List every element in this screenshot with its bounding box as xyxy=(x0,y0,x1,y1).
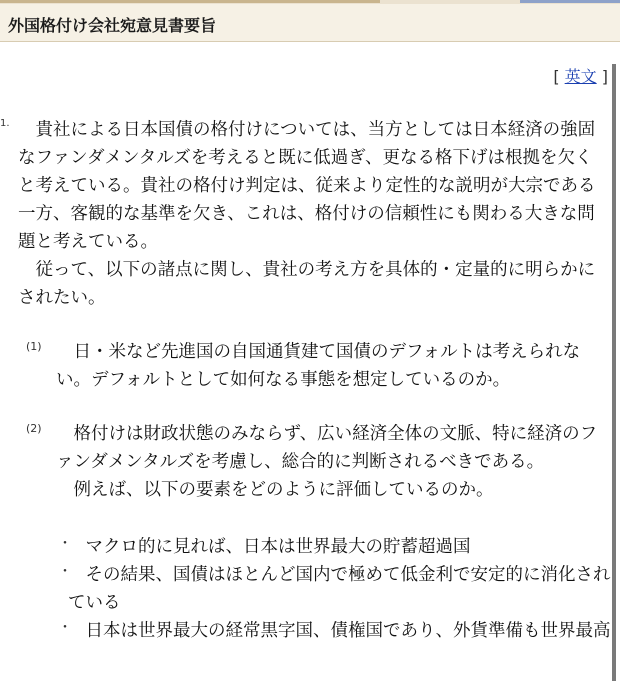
section-body xyxy=(18,116,610,312)
item-text xyxy=(56,420,611,504)
top-strip-right-segment xyxy=(520,0,620,3)
lang-close-bracket: ] xyxy=(596,67,608,86)
item-1-paragraph: 日・米など先進国の自国通貨建て国債のデフォルトは考えられない。デフォルトとして如何なる事態を想定しているのか。 xyxy=(56,342,581,390)
header-bar xyxy=(0,4,620,42)
item-text xyxy=(56,338,611,394)
bullet-icon: ・ xyxy=(58,620,72,636)
bullet-text: その結果、国債はほとんど国内で極めて低金利で安定的に消化されている xyxy=(68,565,611,613)
english-version-link[interactable]: 英文 xyxy=(564,67,597,86)
bullet-icon: ・ xyxy=(58,536,72,552)
section-paragraph-1: 貴社による日本国債の格付けについては、当方としては日本経済の強固なファンダメンタルズを考えると既に低過ぎ、更なる格下げは根拠を欠くと考えている。貴社の格付け判定は、従来より定性的な説明が大宗である一方、客観的な基準を欠き、これは、格付けの信頼性にも関わる大きな問題と考えている。 xyxy=(18,120,596,252)
section-paragraph-2: 従って、以下の諸点に関し、貴社の考え方を具体的・定量的に明らかにされたい。 xyxy=(18,260,596,308)
top-strip-left-segment xyxy=(0,0,380,3)
item-number: (2) xyxy=(26,422,42,435)
bullet-icon: ・ xyxy=(58,564,72,580)
lang-open-bracket: [ xyxy=(553,67,565,86)
item-2-paragraph: 格付けは財政状態のみならず、広い経済全体の文脈、特に経済のファンダメンタルズを考慮し、総合的に判断されるべきである。 xyxy=(56,424,598,472)
item-2-lead: 例えば、以下の要素をどのように評価しているのか。 xyxy=(73,480,494,500)
language-switch xyxy=(553,64,608,87)
right-border-rule xyxy=(612,64,616,681)
page-title: 外国格付け会社宛意見書要旨 xyxy=(8,16,217,35)
bullet-text: マクロ的に見れば、日本は世界最大の貯蓄超過国 xyxy=(85,537,471,557)
item-number: (1) xyxy=(26,340,42,353)
section-marker: 1. xyxy=(0,118,10,129)
bullet-text: 日本は世界最大の経常黒字国、債権国であり、外貨準備も世界最高 xyxy=(85,621,611,641)
